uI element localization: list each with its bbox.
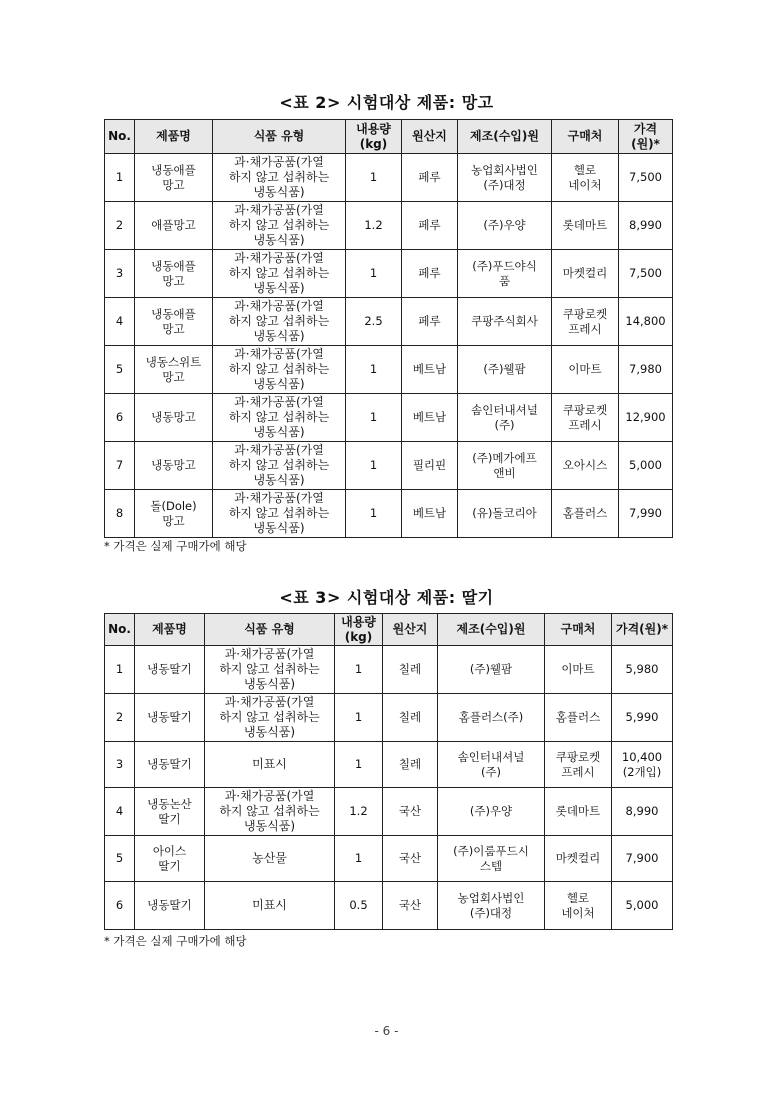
table-cell: 3 <box>105 250 135 298</box>
table-cell: 과·채가공품(가열 하지 않고 섭취하는 냉동식품) <box>213 346 346 394</box>
table-cell: 7,500 <box>619 154 673 202</box>
table-cell: 1.2 <box>335 788 383 836</box>
table-cell: 1 <box>346 442 402 490</box>
table-cell: 냉동망고 <box>135 394 213 442</box>
table-cell: 베트남 <box>402 490 458 538</box>
table-cell: 7,980 <box>619 346 673 394</box>
column-header: 식품 유형 <box>205 614 335 646</box>
table-row <box>105 836 673 882</box>
table-cell: 과·채가공품(가열 하지 않고 섭취하는 냉동식품) <box>213 442 346 490</box>
table-cell: 페루 <box>402 154 458 202</box>
table-cell: 미표시 <box>205 882 335 930</box>
table-cell: 과·채가공품(가열 하지 않고 섭취하는 냉동식품) <box>213 394 346 442</box>
table-cell: 1 <box>346 250 402 298</box>
table2-note: * 가격은 실제 구매가에 해당 <box>104 539 247 553</box>
table-cell: 4 <box>105 298 135 346</box>
table-cell: 헬로 네이처 <box>545 882 612 930</box>
table-cell: (주)우양 <box>458 202 552 250</box>
table-cell: 칠레 <box>383 646 438 694</box>
table-cell: 아이스 딸기 <box>135 836 205 882</box>
table-cell: 페루 <box>402 202 458 250</box>
table-cell: (주)이룸푸드시 스템 <box>438 836 545 882</box>
column-header: 원산지 <box>402 120 458 154</box>
table-cell: 국산 <box>383 836 438 882</box>
table-cell: 1.2 <box>346 202 402 250</box>
table-cell: 6 <box>105 394 135 442</box>
table-cell: 냉동애플 망고 <box>135 154 213 202</box>
table-cell: 냉동논산 딸기 <box>135 788 205 836</box>
table-header-row <box>105 614 673 646</box>
table-cell: 베트남 <box>402 346 458 394</box>
table-cell: 냉동스위트 망고 <box>135 346 213 394</box>
table-cell: 7 <box>105 442 135 490</box>
column-header: 내용량 (kg) <box>346 120 402 154</box>
table-cell: 미표시 <box>205 742 335 788</box>
table-cell: 1 <box>346 154 402 202</box>
table-cell: 8,990 <box>612 788 673 836</box>
table-cell: 홈플러스 <box>552 490 619 538</box>
table-cell: 베트남 <box>402 394 458 442</box>
column-header: 제품명 <box>135 614 205 646</box>
table-cell: 홈플러스 <box>545 694 612 742</box>
table-cell: 6 <box>105 882 135 930</box>
table-cell: 과·채가공품(가열 하지 않고 섭취하는 냉동식품) <box>213 250 346 298</box>
table-cell: 2 <box>105 694 135 742</box>
table-cell: 8,990 <box>619 202 673 250</box>
table-cell: 4 <box>105 788 135 836</box>
table-cell: 12,900 <box>619 394 673 442</box>
table-cell: 과·채가공품(가열 하지 않고 섭취하는 냉동식품) <box>213 490 346 538</box>
table-cell: 7,900 <box>612 836 673 882</box>
table-cell: 롯데마트 <box>552 202 619 250</box>
column-header: 제품명 <box>135 120 213 154</box>
table-cell: (유)돌코리아 <box>458 490 552 538</box>
table-row <box>105 490 673 538</box>
table-cell: 과·채가공품(가열 하지 않고 섭취하는 냉동식품) <box>213 202 346 250</box>
table-cell: 14,800 <box>619 298 673 346</box>
table-row <box>105 202 673 250</box>
table-cell: 1 <box>335 742 383 788</box>
table-cell: 과·채가공품(가열 하지 않고 섭취하는 냉동식품) <box>205 694 335 742</box>
table-cell: 1 <box>346 394 402 442</box>
table-cell: 과·채가공품(가열 하지 않고 섭취하는 냉동식품) <box>205 788 335 836</box>
table-row <box>105 394 673 442</box>
table-cell: 이마트 <box>552 346 619 394</box>
table-cell: 7,500 <box>619 250 673 298</box>
table-cell: 헬로 네이처 <box>552 154 619 202</box>
table-cell: 페루 <box>402 298 458 346</box>
table-cell: (주)메가에프 앤비 <box>458 442 552 490</box>
table-cell: 쿠팡로켓 프레시 <box>545 742 612 788</box>
page-number: - 6 - <box>374 1024 399 1038</box>
table-row <box>105 646 673 694</box>
table-cell: 1 <box>346 490 402 538</box>
table-cell: 칠레 <box>383 742 438 788</box>
table-cell: 국산 <box>383 788 438 836</box>
table-cell: 8 <box>105 490 135 538</box>
table-row <box>105 442 673 490</box>
table-cell: 냉동애플 망고 <box>135 250 213 298</box>
table-row <box>105 346 673 394</box>
table-cell: 5 <box>105 346 135 394</box>
table-cell: 과·채가공품(가열 하지 않고 섭취하는 냉동식품) <box>213 298 346 346</box>
table-cell: 농업회사법인 (주)대정 <box>458 154 552 202</box>
table-cell: 냉동딸기 <box>135 646 205 694</box>
table-row <box>105 742 673 788</box>
table-cell: 1 <box>105 154 135 202</box>
table-cell: 애플망고 <box>135 202 213 250</box>
table-cell: 10,400 (2개입) <box>612 742 673 788</box>
table-cell: 마켓컬리 <box>552 250 619 298</box>
table3-note: * 가격은 실제 구매가에 해당 <box>104 934 247 948</box>
table-cell: 쿠팡주식회사 <box>458 298 552 346</box>
column-header: 제조(수입)원 <box>458 120 552 154</box>
table-cell: (주)웰팜 <box>438 646 545 694</box>
table-cell: 5 <box>105 836 135 882</box>
table-cell: 5,000 <box>612 882 673 930</box>
table-row <box>105 788 673 836</box>
column-header: 가격(원)* <box>612 614 673 646</box>
table-cell: 솜인터내셔널 (주) <box>438 742 545 788</box>
table-cell: 5,980 <box>612 646 673 694</box>
column-header: No. <box>105 614 135 646</box>
table-cell: 0.5 <box>335 882 383 930</box>
mango-table <box>104 119 673 538</box>
table-row <box>105 882 673 930</box>
table-cell: 5,990 <box>612 694 673 742</box>
table-cell: 오아시스 <box>552 442 619 490</box>
table-row <box>105 694 673 742</box>
table-cell: (주)우양 <box>438 788 545 836</box>
table-cell: 국산 <box>383 882 438 930</box>
table-cell: 1 <box>335 694 383 742</box>
table-cell: 홈플러스(주) <box>438 694 545 742</box>
table-cell: 7,990 <box>619 490 673 538</box>
table-cell: 농업회사법인 (주)대정 <box>438 882 545 930</box>
table-cell: 2 <box>105 202 135 250</box>
table-cell: 과·채가공품(가열 하지 않고 섭취하는 냉동식품) <box>213 154 346 202</box>
table-cell: 5,000 <box>619 442 673 490</box>
table-cell: 쿠팡로켓 프레시 <box>552 298 619 346</box>
strawberry-table <box>104 613 673 930</box>
table-cell: (주)웰팜 <box>458 346 552 394</box>
table-cell: 솜인터내셔널 (주) <box>458 394 552 442</box>
table-cell: 냉동망고 <box>135 442 213 490</box>
table-header-row <box>105 120 673 154</box>
table-cell: 과·채가공품(가열 하지 않고 섭취하는 냉동식품) <box>205 646 335 694</box>
table-cell: 칠레 <box>383 694 438 742</box>
table-cell: 농산물 <box>205 836 335 882</box>
table-cell: 1 <box>346 346 402 394</box>
table-cell: 3 <box>105 742 135 788</box>
table-cell: 페루 <box>402 250 458 298</box>
column-header: 내용량 (kg) <box>335 614 383 646</box>
table-cell: 2.5 <box>346 298 402 346</box>
table-row <box>105 250 673 298</box>
table-cell: 쿠팡로켓 프레시 <box>552 394 619 442</box>
table-cell: 롯데마트 <box>545 788 612 836</box>
table-cell: 냉동딸기 <box>135 742 205 788</box>
table-cell: 돌(Dole) 망고 <box>135 490 213 538</box>
table-cell: 냉동딸기 <box>135 882 205 930</box>
column-header: No. <box>105 120 135 154</box>
table-row <box>105 298 673 346</box>
table-cell: 마켓컬리 <box>545 836 612 882</box>
table-cell: 냉동딸기 <box>135 694 205 742</box>
table-cell: 냉동애플 망고 <box>135 298 213 346</box>
table-row <box>105 154 673 202</box>
table3-caption: <표 3> 시험대상 제품: 딸기 <box>279 588 494 607</box>
column-header: 제조(수입)원 <box>438 614 545 646</box>
table-cell: (주)푸드야식 품 <box>458 250 552 298</box>
column-header: 구매처 <box>552 120 619 154</box>
column-header: 가격 (원)* <box>619 120 673 154</box>
table-cell: 1 <box>105 646 135 694</box>
table-cell: 1 <box>335 836 383 882</box>
table-cell: 1 <box>335 646 383 694</box>
table2-caption: <표 2> 시험대상 제품: 망고 <box>279 93 494 112</box>
column-header: 구매처 <box>545 614 612 646</box>
table-cell: 이마트 <box>545 646 612 694</box>
table-cell: 필리핀 <box>402 442 458 490</box>
column-header: 원산지 <box>383 614 438 646</box>
column-header: 식품 유형 <box>213 120 346 154</box>
